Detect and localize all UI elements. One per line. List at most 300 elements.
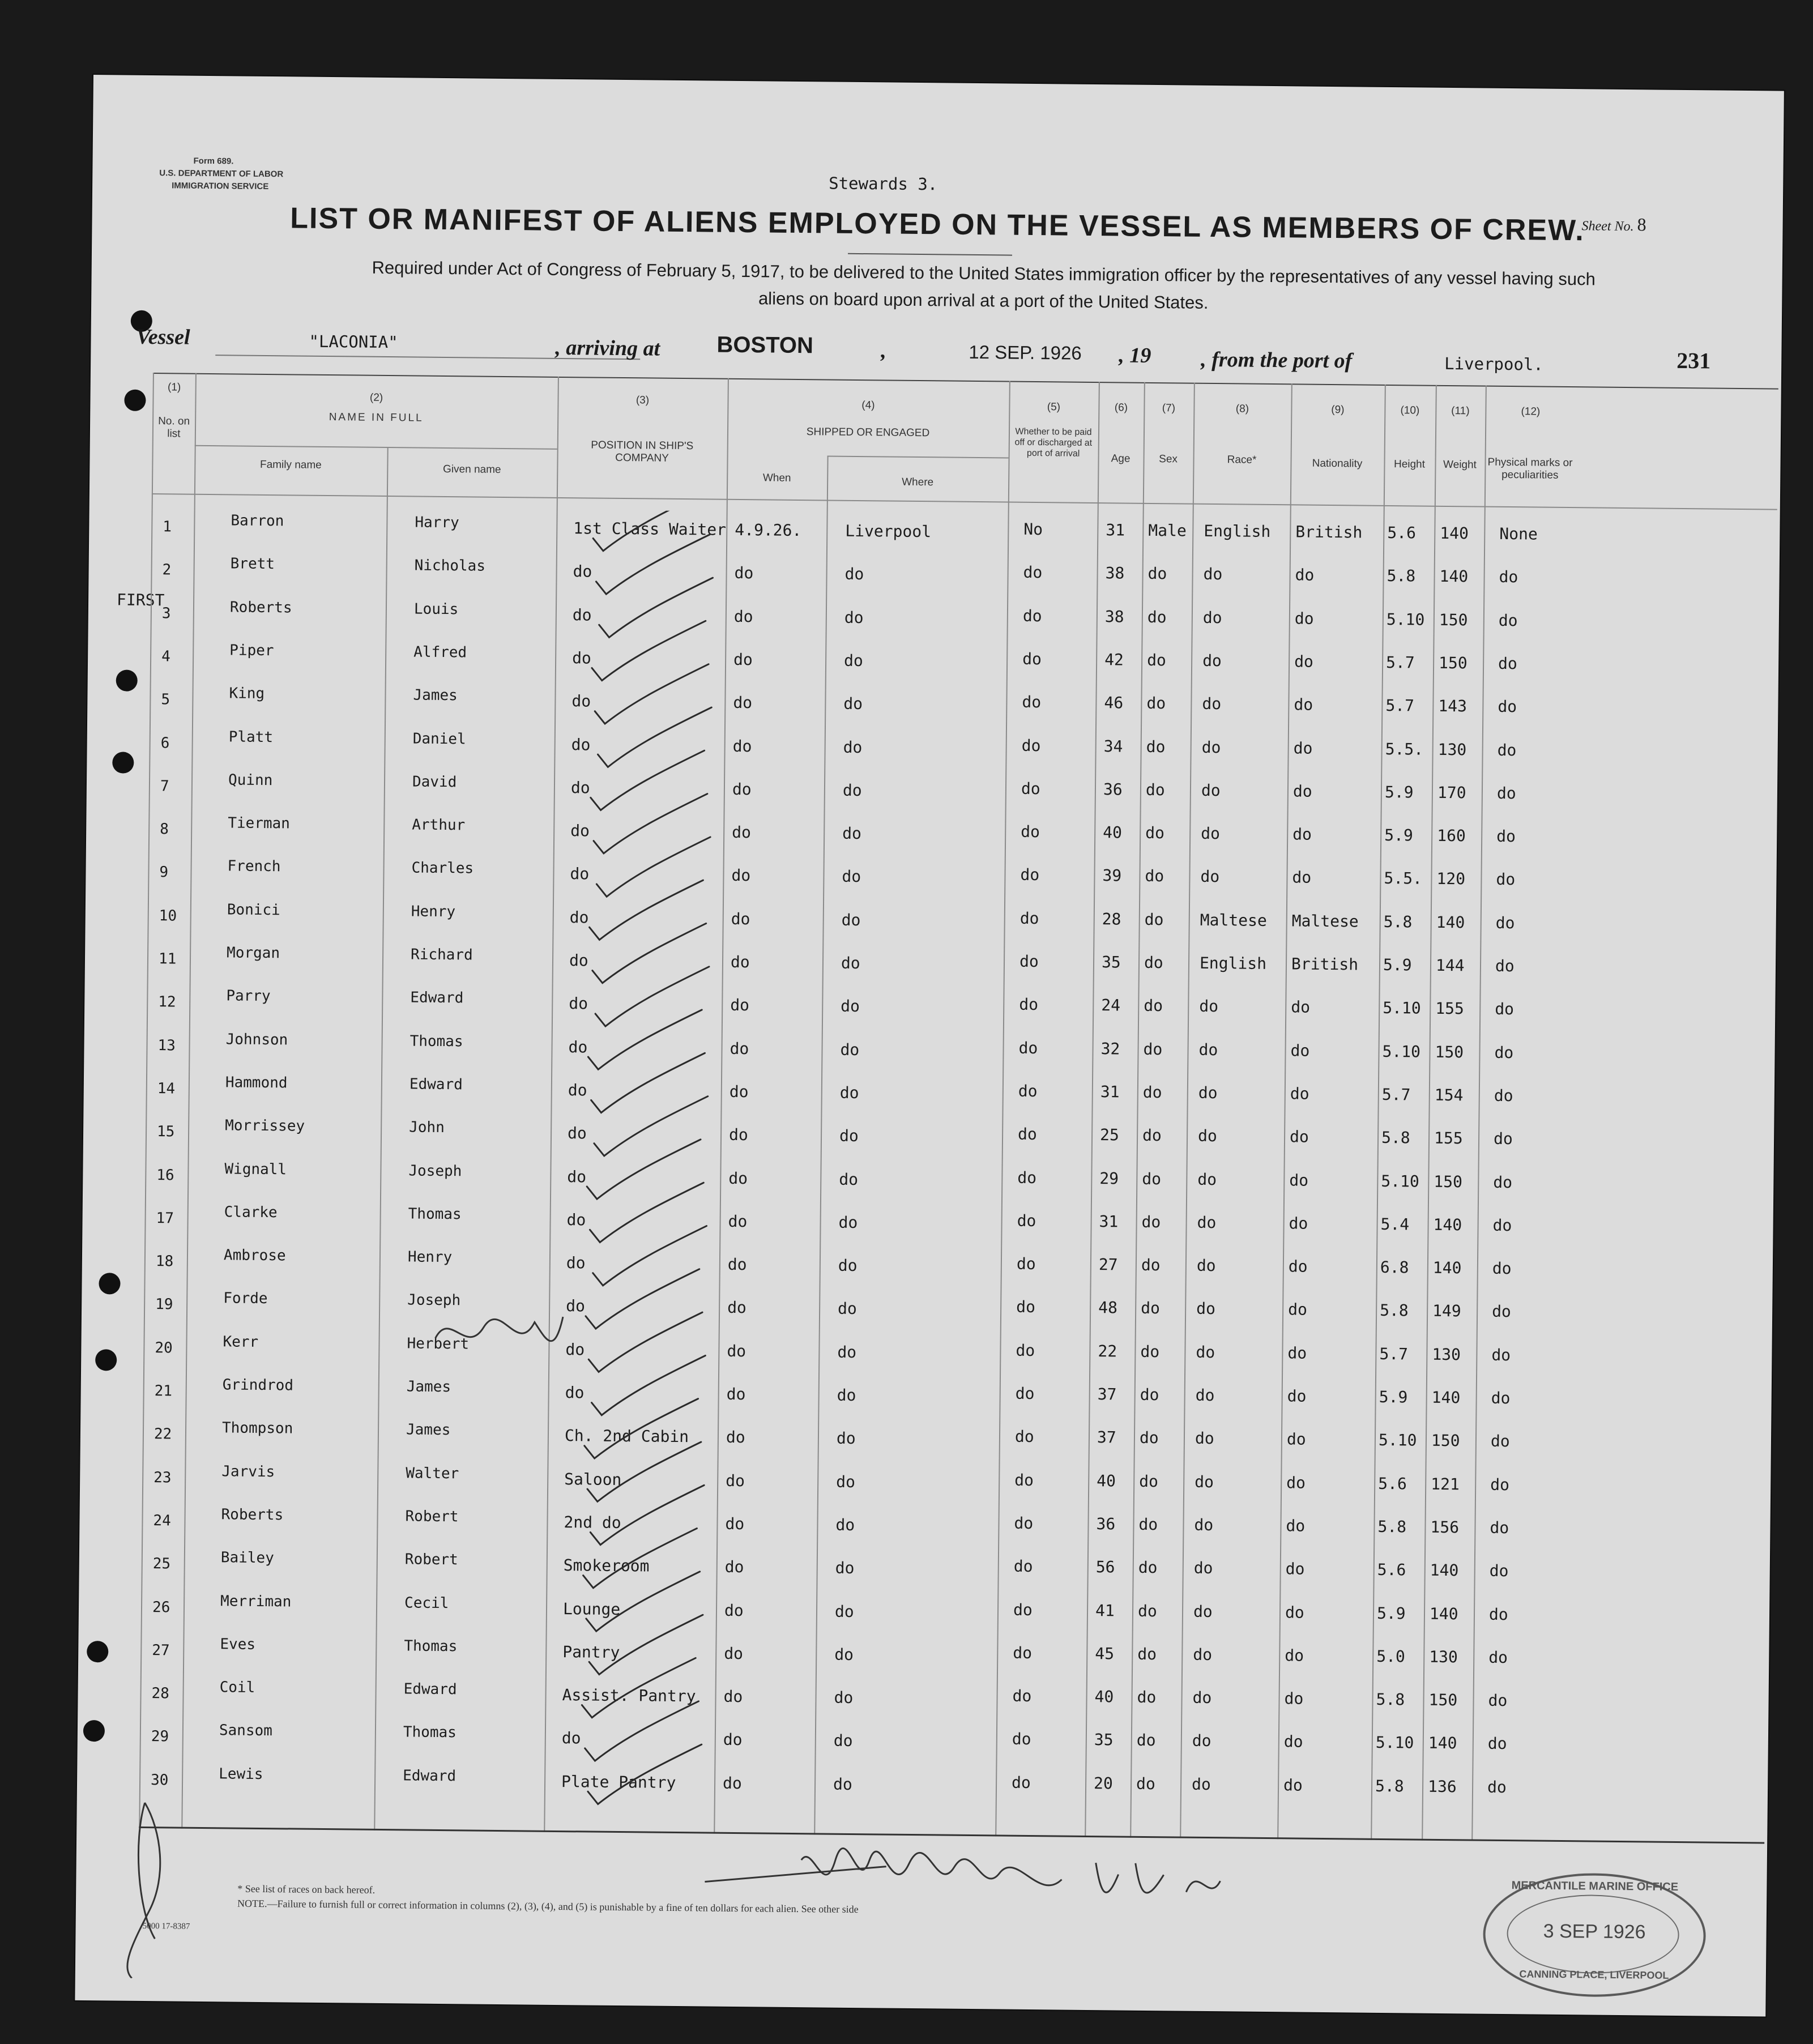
cell-row-number: 11 — [158, 950, 177, 968]
cell-given-name: Edward — [409, 1076, 463, 1094]
cell-sex: do — [1144, 953, 1163, 972]
cell-weight: 150 — [1434, 1172, 1463, 1191]
cell-height: 5.10 — [1383, 998, 1421, 1018]
cell-shipped-where: do — [839, 1126, 859, 1146]
cell-height: 5.10 — [1386, 609, 1425, 629]
cell-paid-off: do — [1014, 1427, 1034, 1446]
cell-nationality: do — [1286, 1473, 1306, 1492]
cell-race: do — [1195, 1385, 1215, 1405]
cell-row-number: 25 — [152, 1555, 171, 1573]
mercantile-marine-stamp — [1483, 1872, 1707, 1998]
cell-paid-off: do — [1013, 1600, 1033, 1619]
cell-sex: Male — [1148, 520, 1187, 540]
col-age-header: Age — [1111, 453, 1131, 465]
cell-nationality: do — [1289, 1214, 1308, 1233]
cell-shipped-when: do — [726, 1428, 745, 1447]
subtitle-line-1: Required under Act of Congress of February 5, 1917, to be delivered to the United States immigration officer by the representatives of any vessel having such — [372, 257, 1596, 289]
cell-shipped-when: do — [733, 650, 753, 669]
cell-paid-off: do — [1015, 1384, 1035, 1403]
cell-height: 5.5. — [1385, 739, 1424, 759]
cell-position: Lounge — [562, 1599, 621, 1619]
cell-weight: 140 — [1431, 1388, 1461, 1407]
cell-physical-marks: do — [1498, 611, 1518, 630]
cell-race: do — [1197, 1213, 1217, 1232]
cell-row-number: 26 — [152, 1598, 170, 1616]
cell-shipped-when: do — [733, 607, 753, 626]
cell-shipped-where: do — [834, 1688, 854, 1708]
cell-given-name: Robert — [404, 1551, 458, 1569]
cell-weight: 149 — [1432, 1301, 1461, 1321]
cell-sex: do — [1141, 1212, 1161, 1231]
cell-family-name: Kerr — [223, 1333, 259, 1351]
cell-age: 35 — [1094, 1730, 1114, 1749]
class-margin-note: FIRST — [116, 590, 165, 610]
col-race-header: Race* — [1227, 454, 1257, 466]
cell-given-name: Henry — [411, 903, 456, 920]
cell-position: 2nd do — [564, 1512, 621, 1532]
cell-position: do — [565, 1383, 585, 1402]
form-number: Form 689. — [193, 156, 234, 167]
department: U.S. DEPARTMENT OF LABOR — [159, 168, 284, 180]
cell-physical-marks: do — [1491, 1302, 1512, 1321]
col-height-header: Height — [1393, 458, 1426, 471]
page-number: 231 — [1677, 347, 1711, 374]
cell-physical-marks: do — [1492, 1258, 1512, 1278]
cell-weight: 140 — [1432, 1258, 1462, 1278]
cell-shipped-when: do — [723, 1730, 743, 1749]
cell-paid-off: do — [1019, 995, 1039, 1014]
table-top-border — [153, 373, 1778, 390]
cell-position: 1st Class Waiter — [573, 519, 727, 539]
cell-shipped-where: do — [833, 1731, 853, 1751]
cell-weight: 140 — [1429, 1604, 1458, 1623]
cell-race: Maltese — [1200, 910, 1267, 930]
cell-weight: 130 — [1429, 1647, 1458, 1667]
cell-shipped-where: do — [837, 1385, 856, 1405]
cell-race: do — [1198, 1040, 1218, 1059]
cell-age: 48 — [1098, 1298, 1118, 1317]
cell-height: 6.8 — [1380, 1257, 1409, 1277]
cell-race: do — [1196, 1342, 1215, 1362]
cell-paid-off: do — [1011, 1773, 1031, 1792]
cell-height: 5.10 — [1375, 1733, 1414, 1752]
cell-nationality: do — [1294, 652, 1314, 671]
cell-shipped-where: do — [839, 1170, 859, 1189]
cell-shipped-where: do — [833, 1774, 852, 1794]
cell-sex: do — [1139, 1471, 1159, 1491]
check-marks — [561, 510, 727, 1813]
cell-position: do — [568, 1081, 587, 1100]
cell-age: 31 — [1100, 1082, 1120, 1102]
cell-physical-marks: do — [1491, 1345, 1511, 1364]
cell-sex: do — [1144, 910, 1164, 929]
cell-nationality: do — [1288, 1300, 1308, 1320]
cell-given-name: David — [412, 773, 457, 791]
cell-sex: do — [1147, 607, 1167, 626]
cell-given-name: Thomas — [409, 1032, 463, 1050]
cell-position: do — [573, 562, 592, 581]
cell-position: Plate Pantry — [561, 1772, 676, 1792]
cell-nationality: do — [1292, 782, 1312, 801]
cell-row-number: 17 — [156, 1209, 174, 1227]
cell-age: 28 — [1102, 909, 1121, 929]
cell-race: English — [1204, 521, 1271, 541]
cell-race: do — [1199, 997, 1219, 1016]
cell-nationality: do — [1292, 868, 1312, 887]
col-border — [814, 455, 828, 1834]
cell-paid-off: do — [1022, 649, 1042, 669]
cell-sex: do — [1145, 780, 1165, 800]
col-where-header: Where — [902, 476, 934, 489]
cell-age: 41 — [1095, 1601, 1115, 1620]
cell-position: do — [566, 1253, 586, 1273]
handwriting-icon — [432, 1304, 574, 1368]
cell-shipped-where: do — [838, 1256, 858, 1275]
cell-race: do — [1197, 1126, 1217, 1146]
cell-given-name: Daniel — [412, 729, 466, 748]
cell-given-name: Cecil — [404, 1594, 449, 1612]
cell-sex: do — [1138, 1514, 1158, 1534]
cell-family-name: Piper — [229, 642, 274, 659]
cell-height: 5.7 — [1379, 1344, 1409, 1364]
manifest-sheet — [75, 75, 1784, 2016]
col-position-header: POSITION IN SHIP'S COMPANY — [591, 439, 694, 464]
cell-position: do — [570, 778, 590, 797]
check-mark — [585, 1398, 698, 1460]
cell-row-number: 18 — [155, 1253, 174, 1270]
cell-sex: do — [1141, 1255, 1161, 1275]
cell-shipped-where: do — [837, 1299, 858, 1318]
sheet-label: Sheet No. — [1581, 219, 1634, 234]
cell-height: 5.8 — [1380, 1301, 1409, 1320]
cell-row-number: 3 — [161, 604, 171, 622]
cell-physical-marks: do — [1499, 567, 1518, 587]
cell-given-name: Edward — [403, 1680, 457, 1699]
cell-position: do — [569, 994, 588, 1013]
cell-paid-off: do — [1018, 1038, 1038, 1057]
cell-paid-off: do — [1021, 822, 1040, 842]
cell-shipped-where: do — [840, 1040, 860, 1059]
col-border — [1471, 386, 1487, 1841]
cell-physical-marks: do — [1494, 1043, 1514, 1062]
col-position-number: (3) — [635, 394, 650, 407]
cell-paid-off: do — [1014, 1470, 1034, 1490]
cell-shipped-where: do — [842, 823, 862, 843]
cell-paid-off: do — [1014, 1513, 1034, 1533]
cell-nationality: British — [1295, 522, 1363, 542]
cell-given-name: John — [409, 1119, 445, 1137]
cell-race: English — [1199, 953, 1267, 973]
cell-physical-marks: do — [1496, 783, 1516, 803]
cell-weight: 160 — [1437, 826, 1466, 846]
cell-shipped-where: do — [843, 694, 863, 714]
cell-row-number: 22 — [153, 1426, 172, 1443]
cell-paid-off: No — [1023, 519, 1043, 539]
cell-paid-off: do — [1022, 606, 1042, 625]
cell-position: Smokeroom — [563, 1556, 650, 1576]
cell-paid-off: do — [1019, 908, 1039, 928]
cell-age: 37 — [1097, 1428, 1116, 1447]
cell-sex: do — [1142, 1169, 1162, 1188]
cell-race: do — [1193, 1602, 1213, 1621]
cell-row-number: 6 — [160, 734, 170, 752]
cell-race: do — [1191, 1774, 1211, 1794]
cell-race: do — [1202, 651, 1222, 671]
cell-given-name: Alfred — [413, 643, 467, 662]
cell-age: 31 — [1099, 1211, 1119, 1231]
cell-sex: do — [1145, 823, 1165, 843]
cell-shipped-when: do — [724, 1601, 744, 1620]
cell-race: do — [1192, 1731, 1211, 1751]
name-header-divider — [195, 445, 557, 450]
cell-race: do — [1203, 565, 1223, 584]
cell-given-name: James — [413, 686, 458, 705]
cell-row-number: 30 — [150, 1771, 169, 1789]
cell-family-name: Morrissey — [225, 1117, 305, 1135]
cell-row-number: 4 — [161, 648, 170, 665]
cell-age: 42 — [1104, 650, 1124, 669]
cell-race: do — [1198, 1083, 1218, 1103]
col-paid-header: Whether to be paid off or discharged at port of arrival — [1014, 426, 1093, 459]
cell-height: 5.9 — [1384, 782, 1414, 802]
cell-nationality: do — [1287, 1343, 1307, 1363]
cell-paid-off: do — [1021, 736, 1041, 755]
cell-position: do — [566, 1296, 586, 1316]
header-bottom-border — [152, 493, 1777, 510]
cell-position: do — [566, 1210, 586, 1230]
cell-age: 46 — [1104, 693, 1124, 712]
cell-height: 5.10 — [1378, 1431, 1417, 1450]
cell-age: 25 — [1099, 1125, 1119, 1145]
cell-physical-marks: do — [1496, 870, 1516, 889]
cell-row-number: 8 — [160, 821, 169, 838]
cell-row-number: 14 — [157, 1080, 176, 1098]
cell-position: Ch. 2nd Cabin — [564, 1426, 689, 1446]
cell-family-name: Roberts — [221, 1506, 284, 1524]
cell-nationality: do — [1283, 1732, 1303, 1752]
cell-position: do — [571, 692, 591, 711]
cell-age: 24 — [1101, 996, 1121, 1015]
cell-shipped-when: do — [730, 952, 750, 972]
cell-paid-off: do — [1017, 1168, 1037, 1187]
footnote-penalty: NOTE.—Failure to furnish full or correct information in columns (2), (3), (4), and (5) is punishable by a fine of ten dollars for each alien. See other side — [237, 1897, 859, 1915]
punch-hole — [83, 1720, 105, 1742]
cell-shipped-where: do — [839, 1083, 859, 1102]
cell-sex: do — [1142, 1082, 1162, 1102]
cell-physical-marks: do — [1490, 1475, 1510, 1494]
cell-sex: do — [1147, 650, 1167, 670]
cell-height: 5.6 — [1378, 1474, 1407, 1493]
cell-age: 31 — [1106, 520, 1125, 540]
cell-paid-off: do — [1017, 1124, 1037, 1144]
cell-sex: do — [1138, 1558, 1158, 1577]
cell-height: 5.6 — [1377, 1560, 1406, 1580]
cell-row-number: 21 — [154, 1382, 173, 1400]
cell-family-name: Roberts — [229, 598, 292, 617]
cell-weight: 130 — [1432, 1345, 1461, 1364]
cell-family-name: Merriman — [220, 1592, 292, 1610]
cell-paid-off: do — [1019, 951, 1039, 971]
cell-nationality: do — [1288, 1257, 1308, 1276]
cell-shipped-where: do — [836, 1429, 856, 1448]
cell-physical-marks: do — [1491, 1388, 1511, 1408]
cell-physical-marks: do — [1495, 1000, 1515, 1019]
cell-row-number: 19 — [155, 1296, 173, 1313]
cell-row-number: 5 — [161, 691, 170, 709]
cell-position: do — [568, 1037, 588, 1057]
cell-nationality: do — [1290, 1040, 1310, 1060]
cell-shipped-where: do — [836, 1472, 856, 1491]
cell-height: 5.9 — [1379, 1387, 1408, 1407]
col-given-header: Given name — [443, 463, 501, 476]
cell-age: 40 — [1097, 1471, 1116, 1491]
cell-shipped-when: do — [730, 1039, 749, 1058]
cell-sex: do — [1137, 1687, 1157, 1707]
cell-shipped-when: do — [732, 822, 752, 842]
cell-weight: 144 — [1435, 955, 1465, 975]
col-nationality-header: Nationality — [1312, 457, 1363, 470]
cell-height: 5.8 — [1377, 1517, 1407, 1537]
cell-physical-marks: do — [1488, 1648, 1508, 1667]
cell-row-number: 23 — [153, 1469, 172, 1487]
cell-shipped-when: do — [732, 779, 752, 799]
cell-age: 40 — [1094, 1687, 1114, 1706]
cell-age: 40 — [1103, 823, 1123, 842]
cell-shipped-where: do — [841, 953, 860, 973]
cell-height: 5.9 — [1383, 955, 1412, 975]
cell-row-number: 1 — [163, 518, 172, 536]
cell-position: do — [571, 735, 591, 754]
cell-family-name: Lewis — [219, 1765, 263, 1783]
cell-shipped-where: do — [835, 1515, 855, 1534]
cell-given-name: Robert — [405, 1508, 459, 1526]
cell-row-number: 29 — [151, 1728, 169, 1746]
cell-race: do — [1193, 1645, 1213, 1664]
cell-paid-off: do — [1017, 1211, 1036, 1230]
sheet-value: 8 — [1637, 214, 1646, 235]
cell-shipped-when: do — [731, 866, 751, 885]
col-no-header: No. on list — [158, 415, 190, 440]
cell-paid-off: do — [1012, 1686, 1032, 1706]
cell-weight: 155 — [1435, 999, 1465, 1018]
cell-nationality: do — [1289, 1127, 1309, 1146]
cell-weight: 136 — [1427, 1777, 1457, 1796]
stamp-bottom-text: CANNING PLACE, LIVERPOOL — [1519, 1968, 1669, 1981]
cell-family-name: King — [229, 685, 265, 703]
cell-position: do — [570, 864, 590, 884]
cell-position: do — [570, 821, 590, 840]
cell-given-name: Arthur — [412, 816, 466, 834]
cell-given-name: James — [406, 1421, 451, 1439]
cell-weight: 140 — [1436, 912, 1465, 932]
cell-family-name: Clarke — [224, 1204, 278, 1222]
col-no-number: (1) — [167, 381, 181, 394]
cell-age: 56 — [1095, 1557, 1115, 1577]
cell-weight: 140 — [1430, 1560, 1459, 1580]
punch-hole — [112, 752, 134, 773]
cell-shipped-when: do — [730, 996, 750, 1015]
cell-family-name: Jarvis — [221, 1462, 275, 1480]
cell-row-number: 13 — [157, 1036, 176, 1055]
form-header — [159, 155, 284, 193]
cell-physical-marks: do — [1498, 654, 1518, 673]
check-mark — [588, 1009, 702, 1070]
cell-weight: 154 — [1434, 1085, 1464, 1105]
cell-nationality: do — [1285, 1559, 1305, 1578]
cell-age: 22 — [1098, 1341, 1117, 1361]
cell-height: 5.7 — [1385, 696, 1415, 715]
from-port: Liverpool. — [1444, 353, 1543, 374]
cell-shipped-where: do — [838, 1213, 858, 1232]
cell-height: 5.5. — [1384, 869, 1423, 888]
cell-row-number: 7 — [160, 777, 169, 795]
cell-sex: do — [1147, 564, 1167, 583]
cell-row-number: 24 — [153, 1512, 171, 1530]
col-shipped-header: SHIPPED OR ENGAGED — [806, 426, 930, 439]
check-mark — [591, 749, 705, 811]
cell-height: 5.8 — [1381, 1128, 1410, 1147]
cell-paid-off: do — [1016, 1298, 1036, 1317]
title-divider — [848, 253, 1012, 256]
cell-position: do — [567, 1167, 587, 1186]
cell-physical-marks: do — [1487, 1734, 1507, 1753]
cell-weight: 156 — [1430, 1517, 1460, 1537]
cell-shipped-when: do — [727, 1341, 746, 1360]
cell-nationality: do — [1291, 997, 1311, 1017]
cell-age: 39 — [1102, 866, 1122, 885]
cell-physical-marks: do — [1487, 1777, 1507, 1796]
check-mark — [583, 1527, 697, 1589]
stewards-note: Stewards 3. — [829, 173, 938, 194]
cell-physical-marks: None — [1499, 524, 1538, 544]
cell-weight: 120 — [1436, 869, 1466, 889]
cell-paid-off: do — [1022, 692, 1042, 712]
col-name-header: NAME IN FULL — [329, 411, 424, 424]
punch-hole — [124, 390, 146, 411]
cell-shipped-when: do — [723, 1687, 743, 1706]
cell-shipped-when: do — [724, 1557, 744, 1577]
cell-age: 36 — [1103, 779, 1123, 799]
cell-nationality: do — [1287, 1386, 1307, 1406]
cell-nationality: British — [1291, 954, 1359, 974]
cell-shipped-when: do — [734, 564, 754, 583]
cell-row-number: 27 — [152, 1641, 170, 1659]
shipped-header-divider — [827, 455, 1009, 458]
cell-given-name: Joseph — [408, 1162, 462, 1180]
punch-hole — [99, 1273, 120, 1294]
cell-race: do — [1202, 694, 1222, 714]
cell-physical-marks: do — [1495, 956, 1515, 976]
cell-age: 29 — [1099, 1168, 1119, 1188]
cell-given-name: Edward — [403, 1767, 457, 1785]
cell-shipped-when: do — [722, 1773, 742, 1793]
cell-weight: 140 — [1428, 1734, 1457, 1753]
cell-sex: do — [1136, 1731, 1156, 1750]
col-weight-number: (11) — [1451, 405, 1470, 417]
cell-physical-marks: do — [1489, 1561, 1509, 1581]
cell-position: do — [571, 648, 592, 668]
cell-position: do — [565, 1339, 585, 1359]
check-mark — [593, 510, 707, 552]
handwritten-mark-icon — [109, 1796, 179, 1978]
cell-shipped-where: do — [842, 867, 861, 886]
cell-height: 5.8 — [1387, 566, 1416, 586]
col-when-header: When — [762, 472, 791, 484]
cell-age: 20 — [1093, 1773, 1114, 1793]
cell-height: 5.4 — [1380, 1214, 1410, 1234]
cell-shipped-when: do — [726, 1471, 745, 1490]
cell-physical-marks: do — [1492, 1215, 1512, 1235]
